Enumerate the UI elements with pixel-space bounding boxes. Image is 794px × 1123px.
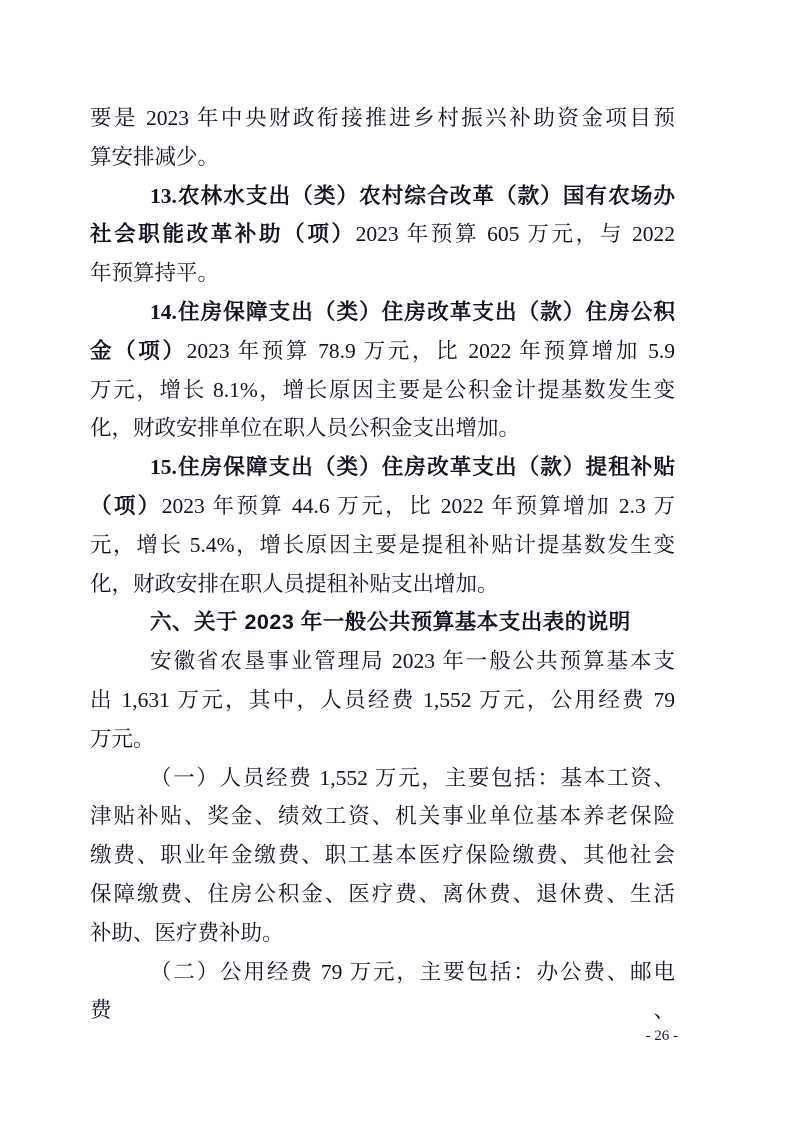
text-segment: 保障缴费、住房公积金、医疗费、离休费、退休费、生活 bbox=[90, 881, 675, 906]
para-14-line-3 bbox=[90, 371, 675, 410]
para-13-line-1 bbox=[90, 177, 675, 216]
text-segment: 出 1,631 万元，其中，人员经费 1,552 万元，公用经费 79 bbox=[90, 687, 675, 712]
para-15-line-1 bbox=[90, 448, 675, 487]
para-personnel-funds-line-3 bbox=[90, 836, 675, 875]
para-14-line-1 bbox=[90, 293, 675, 332]
para-15-line-4 bbox=[90, 565, 675, 604]
text-segment: 2023 年预算 78.9 万元，比 2022 年预算增加 5.9 bbox=[186, 338, 675, 363]
bold-text-segment: 15.住房保障支出（类）住房改革支出（款）提租补贴 bbox=[150, 455, 675, 480]
para-14-line-2 bbox=[90, 332, 675, 371]
para-personnel-funds-line-1 bbox=[90, 759, 675, 798]
text-segment: 万元，增长 8.1%，增长原因主要是公积金计提基数发生变 bbox=[90, 377, 675, 402]
text-segment: 年预算持平。 bbox=[90, 261, 220, 286]
section-6-heading-line-1 bbox=[90, 603, 675, 642]
para-personnel-funds-line-4 bbox=[90, 875, 675, 914]
para-public-funds-line-1 bbox=[90, 953, 675, 1023]
text-segment: （二）公用经费 79 万元，主要包括：办公费、邮电费、 bbox=[90, 959, 675, 1023]
para-13-line-2 bbox=[90, 215, 675, 254]
text-segment: 缴费、职业年金缴费、职工基本医疗保险缴费、其他社会 bbox=[90, 843, 675, 868]
para-basic-expenditure-total-line-1 bbox=[90, 642, 675, 681]
text-segment: 2023 年预算 605 万元，与 2022 bbox=[355, 222, 675, 247]
text-segment: 算安排减少。 bbox=[90, 144, 220, 169]
bold-text-segment: 14.住房保障支出（类）住房改革支出（款）住房公积 bbox=[150, 299, 675, 324]
para-personnel-funds-line-2 bbox=[90, 797, 675, 836]
para-basic-expenditure-total-line-2 bbox=[90, 681, 675, 720]
para-14-line-4 bbox=[90, 409, 675, 448]
bold-text-segment: 13.农林水支出（类）农村综合改革（款）国有农场办 bbox=[150, 183, 675, 208]
text-segment: 2023 年预算 44.6 万元，比 2022 年预算增加 2.3 万 bbox=[161, 493, 675, 518]
text-segment: 化，财政安排单位在职人员公积金支出增加。 bbox=[90, 416, 521, 441]
text-segment: 津贴补贴、奖金、绩效工资、机关事业单位基本养老保险 bbox=[90, 804, 675, 829]
para-12-continuation-line-2 bbox=[90, 138, 675, 177]
text-segment: 元，增长 5.4%，增长原因主要是提租补贴计提基数发生变 bbox=[90, 532, 675, 557]
text-segment: （一）人员经费 1,552 万元，主要包括：基本工资、 bbox=[150, 765, 675, 790]
text-segment: 万元。 bbox=[90, 726, 155, 751]
para-basic-expenditure-total-line-3 bbox=[90, 720, 675, 759]
para-15-line-2 bbox=[90, 487, 675, 526]
para-13-line-3 bbox=[90, 254, 675, 293]
page-number: - 26 - bbox=[645, 1028, 678, 1044]
text-segment: 补助、医疗费补助。 bbox=[90, 920, 284, 945]
bold-text-segment: 金（项） bbox=[90, 338, 187, 363]
bold-text-segment: 社会职能改革补助（项） bbox=[90, 222, 356, 247]
bold-text-segment: （项） bbox=[90, 493, 162, 518]
text-segment: 安徽省农垦事业管理局 2023 年一般公共预算基本支 bbox=[150, 649, 675, 674]
para-personnel-funds-line-5 bbox=[90, 914, 675, 953]
para-12-continuation-line-1 bbox=[90, 99, 675, 138]
bold-text-segment: 六、关于 2023 年一般公共预算基本支出表的说明 bbox=[150, 610, 631, 635]
text-segment: 要是 2023 年中央财政衔接推进乡村振兴补助资金项目预 bbox=[90, 106, 675, 130]
document-body bbox=[90, 99, 675, 1023]
text-segment: 化，财政安排在职人员提租补贴支出增加。 bbox=[90, 571, 499, 596]
para-15-line-3 bbox=[90, 526, 675, 565]
